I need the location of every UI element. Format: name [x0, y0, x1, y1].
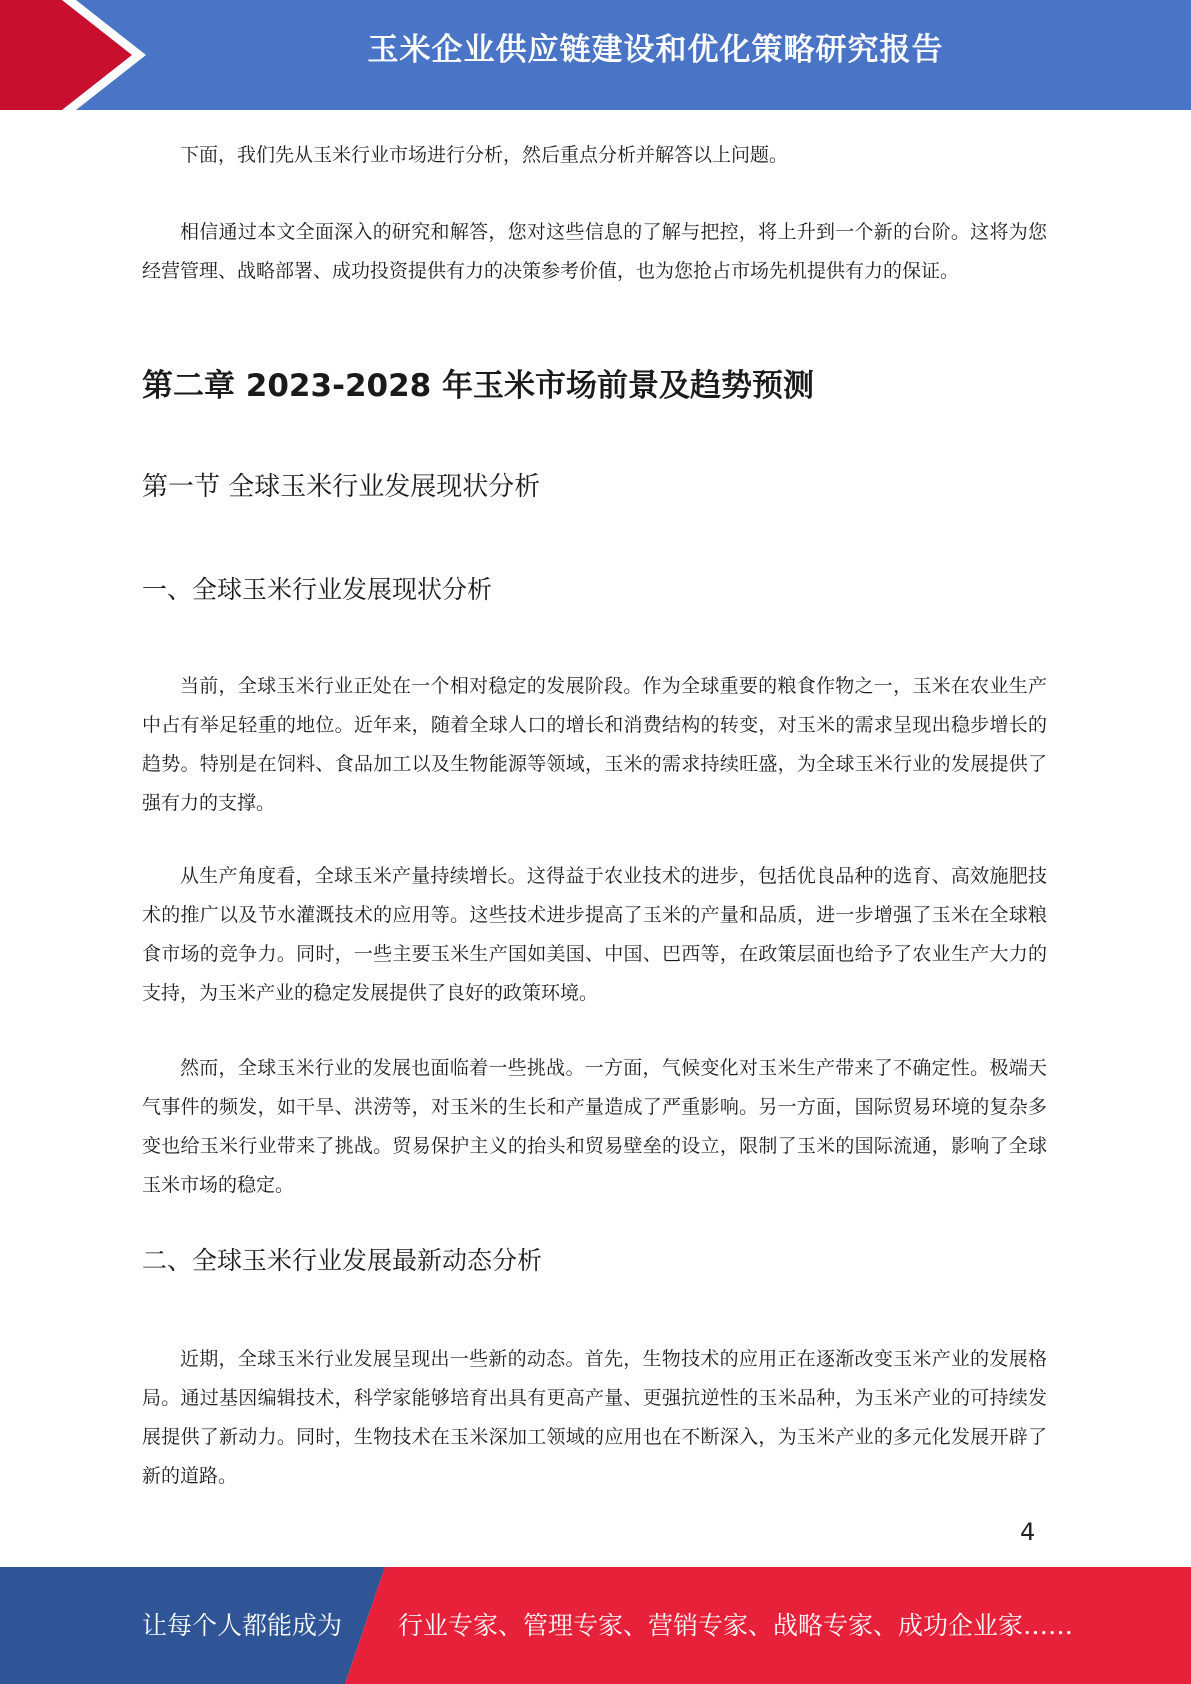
- body-paragraph: 然而，全球玉米行业的发展也面临着一些挑战。一方面，气候变化对玉米生产带来了不确定性。极端天气事件的频发，如干旱、洪涝等，对玉米的生长和产量造成了严重影响。另一方面，国际贸易环境的复杂多变也给玉米行业带来了挑战。贸易保护主义的抬头和贸易壁垒的设立，限制了玉米的国际流通，影响了全球玉米市场的稳定。: [142, 1057, 1047, 1196]
- chapter-title: 第二章 2023-2028 年玉米市场前景及趋势预测: [142, 368, 815, 404]
- body-paragraph: 近期，全球玉米行业发展呈现出一些新的动态。首先，生物技术的应用正在逐渐改变玉米产业的发展格局。通过基因编辑技术，科学家能够培育出具有更高产量、更强抗逆性的玉米品种，为玉米产业的可持续发展提供了新动力。同时，生物技术在玉米深加工领域的应用也在不断深入，为玉米产业的多元化发展开辟了新的道路。: [142, 1348, 1047, 1487]
- body-paragraph: 从生产角度看，全球玉米产量持续增长。这得益于农业技术的进步，包括优良品种的选育、高效施肥技术的推广以及节水灌溉技术的应用等。这些技术进步提高了玉米的产量和品质，进一步增强了玉米在全球粮食市场的竞争力。同时，一些主要玉米生产国如美国、中国、巴西等，在政策层面也给予了农业生产大力的支持，为玉米产业的稳定发展提供了良好的政策环境。: [142, 865, 1047, 1004]
- subsection-title: 一、全球玉米行业发展现状分析: [142, 575, 493, 604]
- body-paragraph: 当前，全球玉米行业正处在一个相对稳定的发展阶段。作为全球重要的粮食作物之一，玉米在农业生产中占有举足轻重的地位。近年来，随着全球人口的增长和消费结构的转变，对玉米的需求呈现出稳步增长的趋势。特别是在饲料、食品加工以及生物能源等领域，玉米的需求持续旺盛，为全球玉米行业的发展提供了强有力的支撑。: [142, 675, 1047, 814]
- intro-paragraph: 下面，我们先从玉米行业市场进行分析，然后重点分析并解答以上问题。: [180, 144, 789, 166]
- page-footer: [0, 1567, 1191, 1684]
- intro-paragraph: 相信通过本文全面深入的研究和解答，您对这些信息的了解与把控，将上升到一个新的台阶。这将为您经营管理、战略部署、成功投资提供有力的决策参考价值，也为您抢占市场先机提供有力的保证。: [142, 221, 1047, 282]
- header-arrow-decoration: [0, 0, 160, 110]
- page-header: [0, 0, 1191, 110]
- page-number: 4: [1020, 1518, 1036, 1546]
- footer-slogan-right: 行业专家、管理专家、营销专家、战略专家、成功企业家……: [398, 1611, 1074, 1640]
- report-title: 玉米企业供应链建设和优化策略研究报告: [367, 32, 944, 68]
- footer-slogan-left: 让每个人都能成为: [142, 1611, 343, 1640]
- section-title: 第一节 全球玉米行业发展现状分析: [142, 472, 541, 502]
- subsection-title: 二、全球玉米行业发展最新动态分析: [142, 1246, 543, 1275]
